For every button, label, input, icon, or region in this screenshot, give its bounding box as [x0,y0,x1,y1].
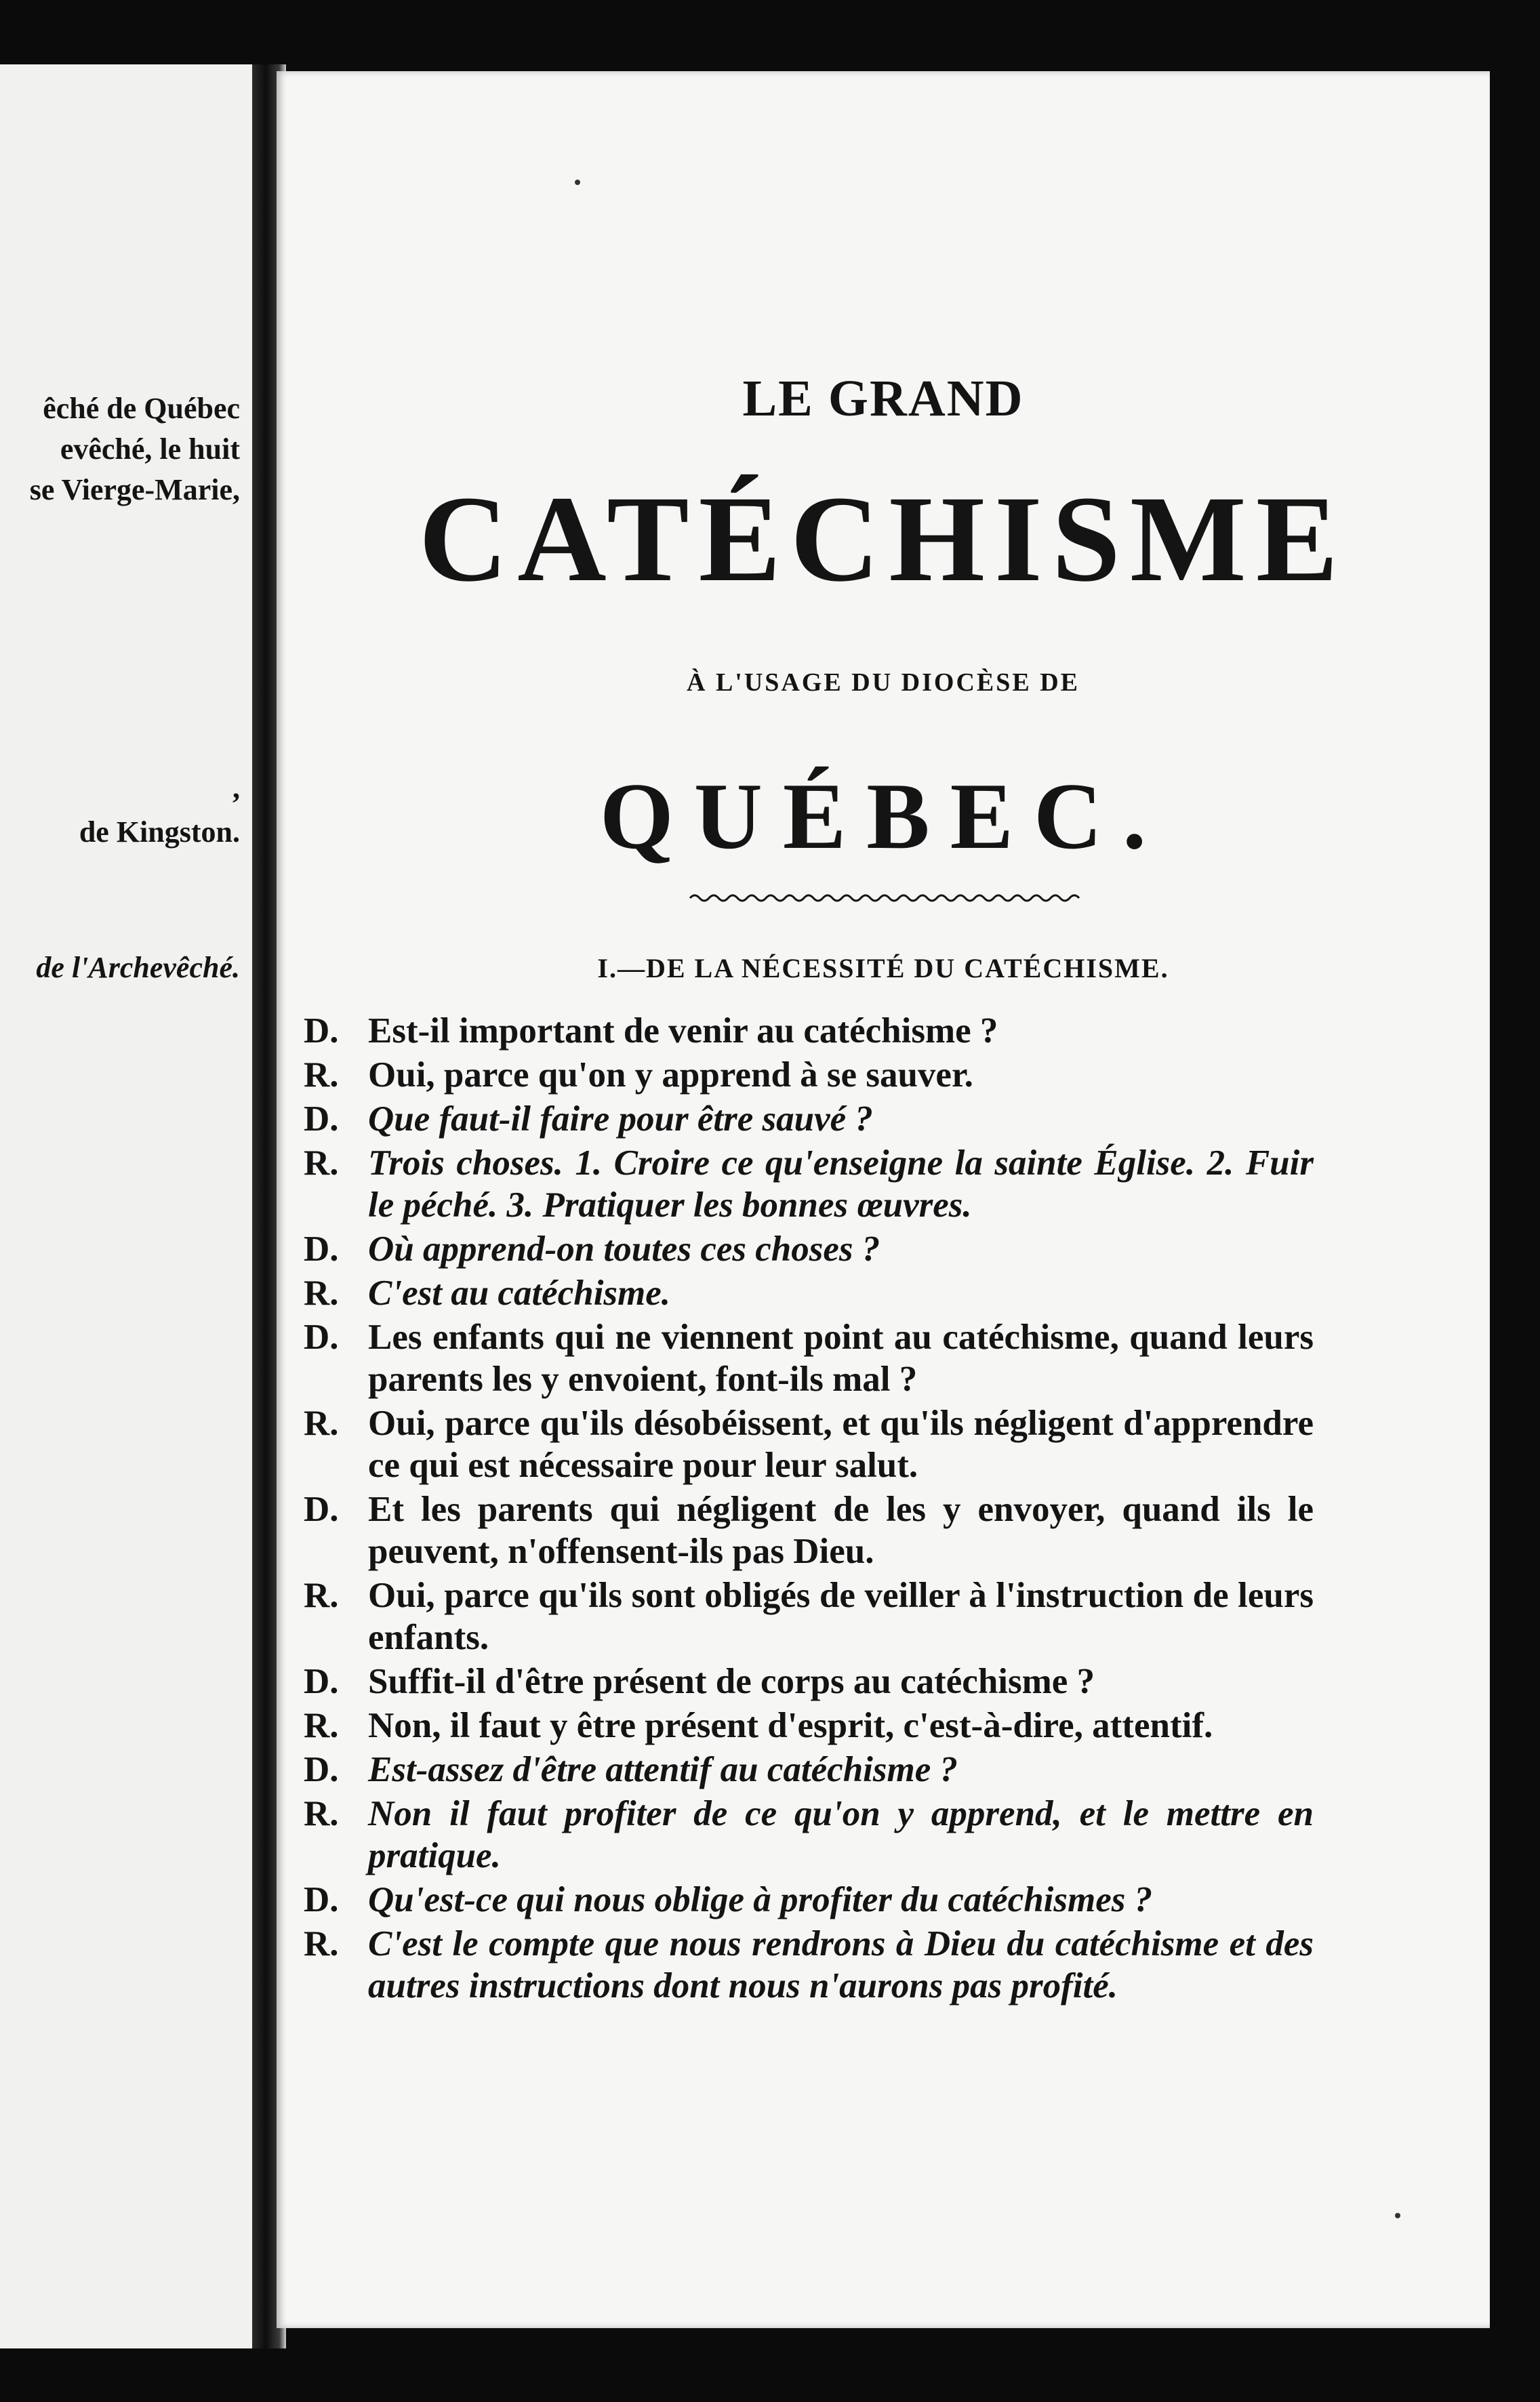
qa-row [304,1402,1314,1486]
qa-row [304,1054,1314,1096]
answer-marker: R. [304,1143,339,1183]
left-page-fragment: de Kingston. [79,815,240,849]
qa-row [304,1316,1314,1400]
qa-row [304,1923,1314,2007]
answer-marker: R. [304,1794,339,1833]
question-marker: D. [304,1750,339,1789]
left-page-fragment: evêché, le huit [60,432,240,466]
question-text: Où apprend-on toutes ces choses ? [368,1229,880,1269]
question-text: Qu'est-ce qui nous oblige à profiter du catéchismes ? [368,1880,1153,1919]
title-catechisme: CATÉCHISME [418,471,1348,607]
answer-marker: R. [304,1274,339,1313]
title-quebec: QUÉBEC. [599,764,1167,869]
qa-row [304,1142,1314,1226]
qa-row [304,1574,1314,1658]
qa-row [304,1228,1314,1270]
qa-row [304,1098,1314,1140]
question-text: Est-assez d'être attentif au catéchisme ? [368,1750,958,1789]
question-marker: D. [304,1011,339,1051]
answer-text: C'est le compte que nous rendrons à Dieu du catéchisme et des autres instructions dont nous n'aurons pas profité. [368,1924,1314,2006]
title-le-grand: LE GRAND [742,370,1024,427]
answer-text: Non il faut profiter de ce qu'on y apprend, et le mettre en pratique. [368,1794,1314,1875]
scan-speck [1395,2213,1400,2218]
left-page-fragment: , [232,771,240,805]
question-text: Que faut-il faire pour être sauvé ? [368,1099,873,1139]
qa-row [304,1010,1314,1052]
qa-row [304,1749,1314,1791]
left-page-fragment: de l'Archevêché. [36,951,240,984]
left-page-fragment: êché de Québec [43,392,240,425]
left-page-fragment: se Vierge-Marie, [29,473,240,506]
question-marker: D. [304,1318,339,1357]
qa-row [304,1488,1314,1572]
question-answer-list [304,1010,1314,2009]
question-text: Suffit-il d'être présent de corps au catéchisme ? [368,1662,1095,1701]
question-marker: D. [304,1880,339,1919]
answer-text: Trois choses. 1. Croire ce qu'enseigne la sainte Église. 2. Fuir le péché. 3. Pratiquer les bonnes œuvres. [368,1143,1314,1225]
section-heading: I.—DE LA NÉCESSITÉ DU CATÉCHISME. [597,953,1169,983]
scan-speck [575,180,580,185]
answer-marker: R. [304,1706,339,1745]
qa-row [304,1879,1314,1921]
title-usage-diocese: À L'USAGE DU DIOCÈSE DE [687,668,1080,697]
catechism-page [277,71,1490,2328]
qa-row [304,1661,1314,1703]
answer-text: Non, il faut y être présent d'esprit, c'est-à-dire, attentif. [368,1706,1213,1745]
answer-text: Oui, parce qu'ils désobéissent, et qu'ils négligent d'apprendre ce qui est nécessaire pour leur salut. [368,1404,1314,1485]
question-marker: D. [304,1099,339,1139]
question-text: Est-il important de venir au catéchisme ? [368,1011,998,1051]
answer-marker: R. [304,1055,339,1095]
wavy-ornament-divider [277,891,1490,905]
answer-marker: R. [304,1576,339,1615]
answer-marker: R. [304,1404,339,1443]
answer-text: C'est au catéchisme. [368,1274,671,1313]
question-marker: D. [304,1490,339,1529]
answer-marker: R. [304,1924,339,1963]
answer-text: Oui, parce qu'ils sont obligés de veiller à l'instruction de leurs enfants. [368,1576,1314,1657]
question-text: Les enfants qui ne viennent point au catéchisme, quand leurs parents les y envoient, font-ils mal ? [368,1318,1314,1399]
question-marker: D. [304,1662,339,1701]
question-text: Et les parents qui négligent de les y envoyer, quand ils le peuvent, n'offensent-ils pas Dieu. [368,1490,1314,1571]
qa-row [304,1272,1314,1314]
question-marker: D. [304,1229,339,1269]
answer-text: Oui, parce qu'on y apprend à se sauver. [368,1055,973,1095]
qa-row [304,1793,1314,1877]
qa-row [304,1705,1314,1747]
adjacent-page-left [0,64,252,2348]
